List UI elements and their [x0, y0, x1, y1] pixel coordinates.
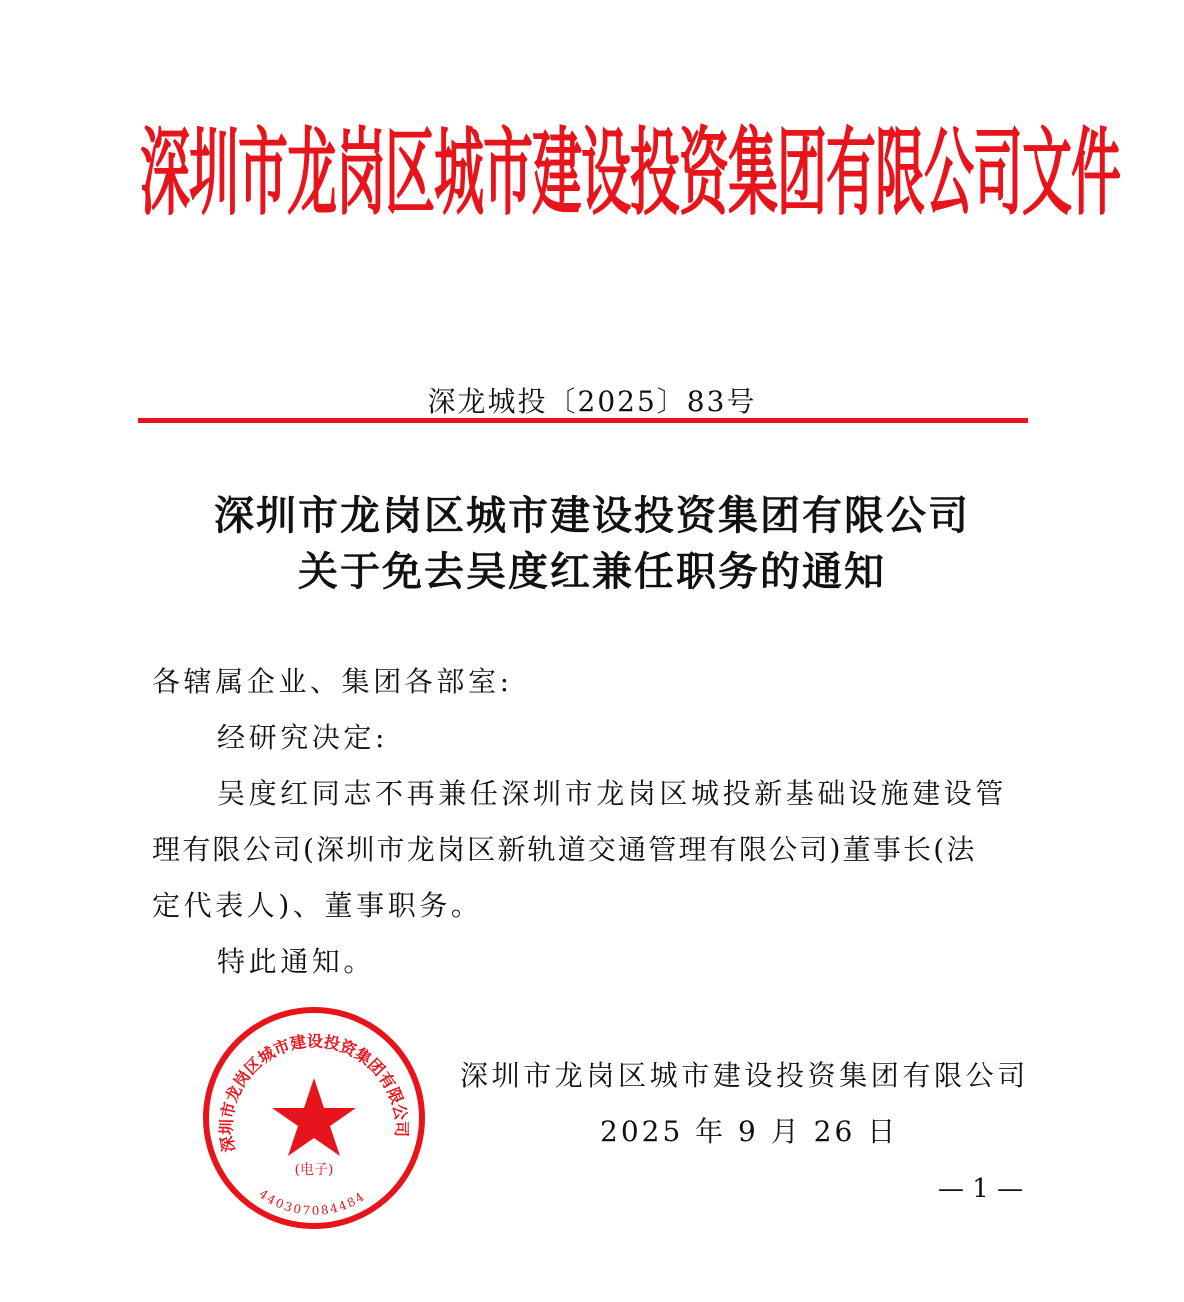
seal-ring-text: 深圳市龙岗区城市建设投资集团有限公司 — [216, 1031, 412, 1154]
paragraph-decision: 经研究决定: — [217, 721, 389, 754]
salutation: 各辖属企业、集团各部室: — [152, 665, 513, 698]
paragraph-content-line3: 定代表人)、董事职务。 — [152, 889, 483, 922]
paragraph-content-line1: 吴度红同志不再兼任深圳市龙岗区城投新基础设施建设管 — [217, 777, 1008, 810]
masthead-title: 深圳市龙岗区城市建设投资集团有限公司文件 — [140, 116, 1120, 229]
official-seal — [200, 1004, 428, 1232]
page-number: — 1 — — [938, 1174, 1024, 1204]
seal-type-text: (电子) — [294, 1162, 334, 1178]
closing-text: 特此通知。 — [217, 945, 376, 978]
red-divider — [138, 418, 1028, 423]
paragraph-content-line2: 理有限公司(深圳市龙岗区新轨道交通管理有限公司)董事长(法 — [152, 833, 977, 866]
issuer-signature: 深圳市龙岗区城市建设投资集团有限公司 — [460, 1059, 1029, 1092]
document-number: 深龙城投〔2025〕83号 — [427, 385, 757, 418]
star-icon — [272, 1078, 356, 1156]
seal-code: 440307084484 — [256, 1186, 369, 1218]
issue-date: 2025 年 9 月 26 日 — [600, 1115, 899, 1148]
notice-title-line2: 关于免去吴度红兼任职务的通知 — [298, 548, 886, 595]
notice-title-line1: 深圳市龙岗区城市建设投资集团有限公司 — [214, 492, 970, 539]
